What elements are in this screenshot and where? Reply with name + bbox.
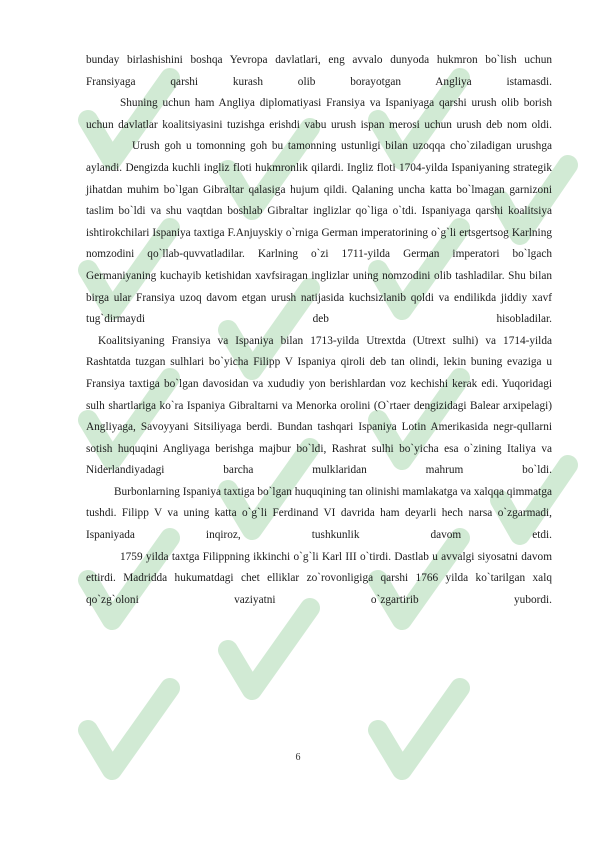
paragraph-1: bunday birlashishini boshqa Yevropa davlatlari, eng avvalo dunyoda hukmron bo`lish uchun Fransiyaga qarshi kurash olib borayotgan Angliya istamasdi. [86, 54, 552, 88]
paragraph-2: Shuning uchun ham Angliya diplomatiyasi Fransiya va Ispaniyaga qarshi urush olib borish uchun davlatlar koalitsiyasini tuzishga erishdi vabu urush ispan merosi uchun urush deb nom oldi. [86, 97, 552, 131]
paragraph-6: 1759 yilda taxtga Filippning ikkinchi o`g`li Karl III o`tirdi. Dastlab u avvalgi siyosatni davom ettirdi. Madridda hukumatdagi chet elliklar zo`rovonligiga qarshi 1766 yilda ko`tarilgan xalq qo`zg`oloni vaziyatni o`zgartirib yubordi. [86, 550, 552, 606]
paragraph-4: Koalitsiyaning Fransiya va Ispaniya bilan 1713-yilda Utrextda (Utrext sulhi) va 1714-yilda Rashtatda tuzgan sulhlari bo`yicha Filipp V Ispaniya qiroli deb tan olindi, lekin buning evaziga u Fransiya taxtiga bo`lgan davosidan va xududiy yon berishlardan voz kechishi kerak edi. Yuqoridagi sulh shartlariga ko`ra Ispaniya Gibraltarni va Menorka orolini (O`rtaer dengizidagi Balear arxipelagi) Angliyaga, Savoyyani Sitsiliyaga berdi. Bundan tashqari Ispaniya Lotin Amerikasida negr-qullarni sotish huquqini Angliyaga berishga majbur bo`ldi, Rashrat sulhi bo`yicha esa o`zining Italiya va Niderlandiyadagi barcha mulklaridan mahrum bo`ldi. [86, 334, 552, 477]
paragraph-5: Burbonlarning Ispaniya taxtiga bo`lgan huquqining tan olinishi mamlakatga va xalqqa qimmatga tushdi. Filipp V va uning katta o`g`li Ferdinand VI davrida ham deyarli hech narsa o`zgarmadi, Ispaniyada inqiroz, tushkunlik davom etdi. [86, 485, 552, 542]
watermark-check-icon [228, 608, 310, 690]
page-body [86, 50, 552, 611]
paragraph-3: Urush goh u tomonning goh bu tamonning ustunligi bilan uzoqqa cho`ziladigan urushga aylandi. Dengizda kuchli ingliz floti hukmronlik qilardi. Ingliz floti 1704-yilda Ispaniyaning strategik jihatdan muhim bo`lgan Gibraltar qalasiga hujum qildi. Qalaning uncha katta bo`lmagan garnizoni taslim bo`ldi va shu vaqtdan boshlab Gibraltar inglizlar qo`liga o`tdi. Ispaniyaga qarshi koalitsiya ishtirokchilari Ispaniya taxtiga F.Anjuyskiy o`rniga German imperatorining o`g`li ertsgertsog Karlning nomzodini qo`llab-quvvatladilar. Karlning o`zi 1711-yilda German imperatori bo`lgach Germaniyaning kuchayib ketishidan xavfsiragan inglizlar uning nomzodini olib tashladilar. Shu bilan birga ular Fransiya uzoq davom etgan urush natijasida kuchsizlanib qoldi va endilikda jiddiy xavf tug`dirmaydi deb hisobladilar. [86, 140, 552, 326]
page-number: 6 [295, 752, 301, 763]
